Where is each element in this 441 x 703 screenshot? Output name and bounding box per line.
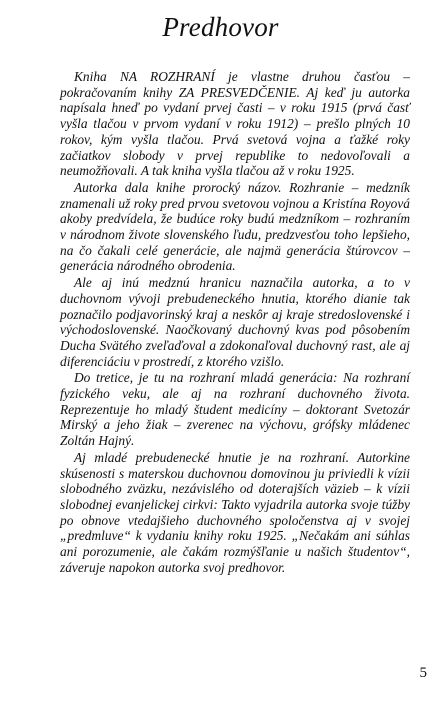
paragraph-1: Kniha NA ROZHRANÍ je vlastne druhou časťou – pokračovaním knihy ZA PRESVEDČENIE. Aj keď ju autorka napísala hneď po vydaní prvej časti – v roku 1915 (prvá časť vyšla tlačou v prvom vydaní v roku 1912) – prešlo plných 10 rokov, kým vyšla tlačou. Prvá svetová vojna a ťažké roky začiatkov slobody v prvej republike to nedovoľovali a neumožňovali. A tak kniha vyšla tlačou až v roku 1925. (60, 69, 410, 179)
paragraph-5: Aj mladé prebudenecké hnutie je na rozhraní. Autorkine skúsenosti s materskou duchovnou domovinou ju priviedli k vízii slobodného zväzku, nezávislého od doterajších väzieb – k vízii slobodnej evanjelickej cirkvi: Takto vyjadrila autorka svoje túžby po obnove vtedajšieho duchovného spoločenstva aj v svojej „predmluve“ k vydaniu knihy roku 1925. „Nečakám ani súhlas ani porozumenie, ale čakám rozmýšľanie u našich študentov“, záveruje napokon autorka svoj predhovor. (60, 449, 410, 575)
paragraph-4: Do tretice, je tu na rozhraní mladá generácia: Na rozhraní fyzického veku, ale aj na rozhraní duchovného života. Reprezentuje ho mladý študent medicíny – doktorant Svetozár Mirský a jeho žiak – zverenec na výchovu, grófsky mládenec Zoltán Hajný. (60, 370, 410, 449)
paragraph-3: Ale aj inú medznú hranicu naznačila autorka, a to v duchovnom vývoji prebudeneckého hnutia, ktorého dianie tak poznačilo podjavorinský kraj a neskôr aj kraje stredoslovenské i východoslovenské. Naočkovaný duchovný kvas pod pôsobením Ducha Svätého zveľaďoval a zdokonaľoval duchovný rast, ale aj diferenciáciu v prostredí, z ktorého vzišlo. (60, 275, 410, 369)
preface-body (60, 69, 410, 576)
page-number: 5 (419, 665, 427, 681)
page-title: Predhovor (162, 12, 279, 42)
paragraph-2: Autorka dala knihe prorocký názov. Rozhranie – medzník znamenali už roky pred prvou svetovou vojnou a Kristína Royová akoby predvídela, že budúce roky budú medzníkom – rozhraním v národnom živote slovenského ľudu, predzvesťou toho lepšieho, na čo čakali celé generácie, ale najmä generácia štúrovcov – generácia národného obrodenia. (60, 179, 410, 274)
